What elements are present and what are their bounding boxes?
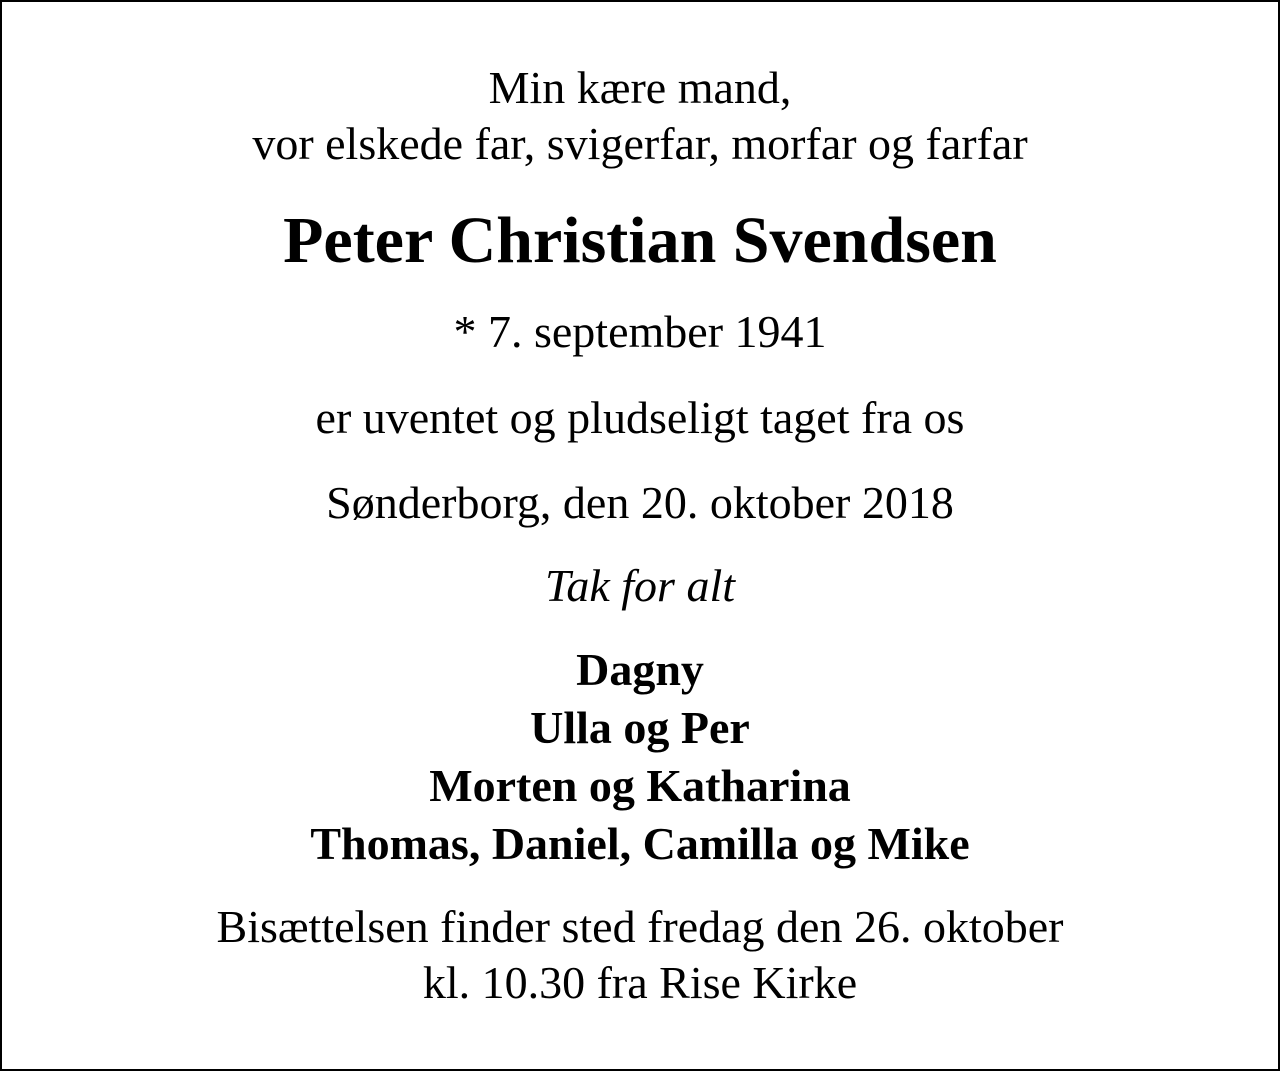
family-line-2: Ulla og Per [530,702,750,753]
place-and-date: Sønderborg, den 20. oktober 2018 [326,477,954,528]
deceased-name: Peter Christian Svendsen [283,204,997,277]
funeral-line-1: Bisættelsen finder sted fredag den 26. oktober [216,901,1064,952]
intro-line-2: vor elskede far, svigerfar, morfar og farfar [252,118,1028,169]
birth-date: * 7. september 1941 [453,306,827,357]
family-line-1: Dagny [576,644,704,695]
passing-text: er uventet og pludseligt taget fra os [315,392,965,443]
farewell-text: Tak for alt [544,560,736,611]
funeral-line-2: kl. 10.30 fra Rise Kirke [422,957,858,1008]
intro-line-1: Min kære mand, [488,62,792,113]
family-line-3: Morten og Katharina [429,760,851,811]
family-line-4: Thomas, Daniel, Camilla og Mike [310,818,970,869]
